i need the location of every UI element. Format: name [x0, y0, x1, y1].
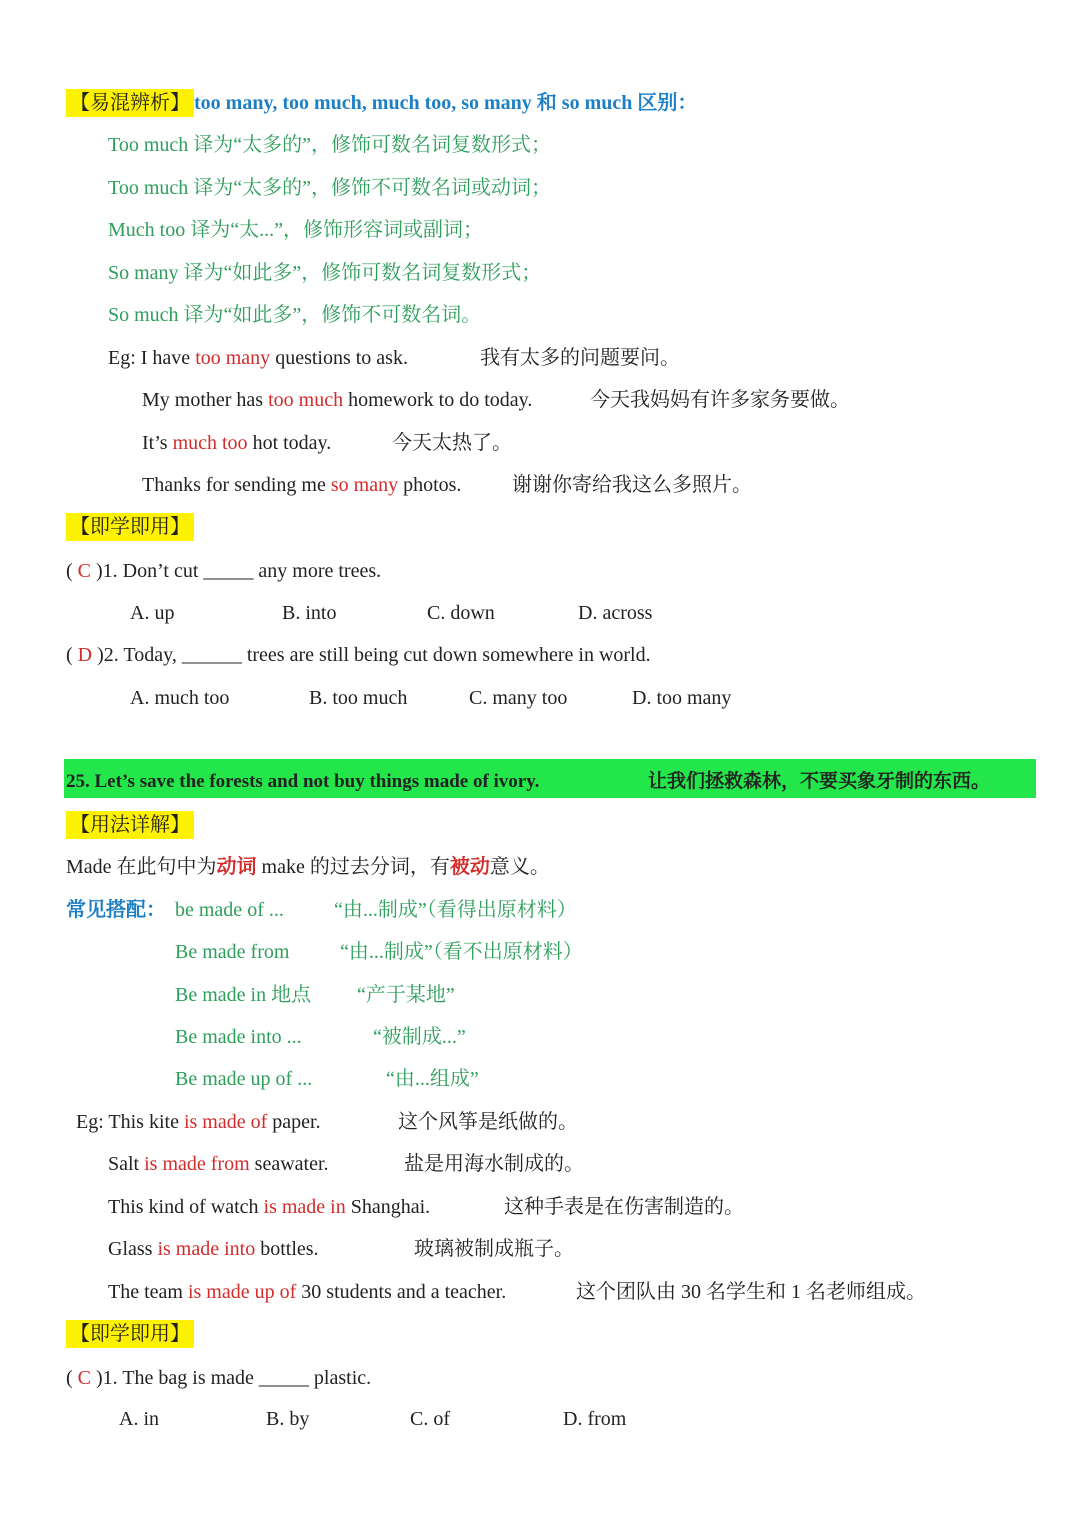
option-b: B. too much — [309, 687, 408, 709]
section2-heading-en: 25. Let’s save the forests and not buy things made of ivory. — [66, 771, 540, 792]
example-translation: 今天我妈妈有许多家务要做。 — [590, 389, 850, 411]
rule-line: Much too 译为“太...”，修饰形容词或副词； — [108, 219, 483, 241]
example-translation: 我有太多的问题要问。 — [480, 347, 680, 369]
rule-line: So much 译为“如此多”，修饰不可数名词。 — [108, 304, 482, 326]
option-c: C. many too — [469, 687, 568, 709]
section1-title: too many, too much, much too, so many 和 so much 区别： — [194, 92, 698, 114]
collocation-cn: “由...组成” — [386, 1068, 479, 1090]
answer-letter: C — [77, 1367, 92, 1389]
option-a: A. in — [119, 1408, 159, 1430]
option-d: D. across — [578, 602, 653, 624]
rule-line: So many 译为“如此多”，修饰可数名词复数形式； — [108, 262, 542, 284]
collocation-cn: “产于某地” — [357, 984, 455, 1006]
question: ( C )1. Don’t cut _____ any more trees. — [66, 560, 382, 582]
collocation-cn: “被制成...” — [373, 1026, 466, 1048]
collocation-en: Be made into ... — [175, 1026, 302, 1048]
collocation-en: Be made from — [175, 941, 290, 963]
example-translation: 盐是用海水制成的。 — [404, 1153, 584, 1175]
collocation-en: Be made up of ... — [175, 1068, 313, 1090]
collocation-en: Be made in 地点 — [175, 984, 312, 1006]
option-d: D. too many — [632, 687, 732, 709]
answer-letter: D — [77, 644, 93, 666]
section2-heading-cn: 让我们拯救森林，不要买象牙制的东西。 — [648, 771, 991, 792]
option-c: C. of — [410, 1408, 450, 1430]
option-b: B. by — [266, 1408, 310, 1430]
option-b: B. into — [282, 602, 337, 624]
example-sentence: Glass is made into bottles. — [108, 1238, 319, 1260]
usage-explanation: Made 在此句中为动词 make 的过去分词，有被动意义。 — [66, 856, 550, 878]
rule-line: Too much 译为“太多的”，修饰不可数名词或动词； — [108, 177, 552, 199]
example-translation: 今天太热了。 — [392, 432, 512, 454]
example-translation: 谢谢你寄给我这么多照片。 — [512, 474, 752, 496]
collocation-cn: “由...制成”（看不出原材料） — [340, 941, 583, 963]
rule-line: Too much 译为“太多的”，修饰可数名词复数形式； — [108, 134, 552, 156]
example-sentence: The team is made up of 30 students and a teacher. — [108, 1281, 507, 1303]
practice-tag: 【即学即用】 — [66, 1321, 194, 1347]
option-d: D. from — [563, 1408, 627, 1430]
collocation-label: 常见搭配： — [66, 899, 166, 921]
tag-confusion-analysis: 【易混辨析】 — [66, 89, 194, 117]
usage-tag: 【用法详解】 — [66, 812, 194, 838]
question: ( C )1. The bag is made _____ plastic. — [66, 1367, 372, 1389]
example-translation: 这个风筝是纸做的。 — [398, 1111, 578, 1133]
example-sentence: Salt is made from seawater. — [108, 1153, 329, 1175]
section1-header — [66, 90, 697, 116]
example-sentence: Eg: I have too many questions to ask. — [108, 347, 408, 369]
example-sentence: Eg: This kite is made of paper. — [76, 1111, 321, 1133]
answer-letter: C — [77, 560, 92, 582]
example-sentence: This kind of watch is made in Shanghai. — [108, 1196, 431, 1218]
option-c: C. down — [427, 602, 495, 624]
example-sentence: My mother has too much homework to do today. — [142, 389, 533, 411]
example-translation: 这个团队由 30 名学生和 1 名老师组成。 — [576, 1281, 926, 1303]
practice-tag: 【即学即用】 — [66, 514, 194, 540]
option-a: A. up — [130, 602, 175, 624]
example-sentence: It’s much too hot today. — [142, 432, 332, 454]
collocation-cn: “由...制成”（看得出原材料） — [334, 899, 577, 921]
example-sentence: Thanks for sending me so many photos. — [142, 474, 462, 496]
example-translation: 这种手表是在伤害制造的。 — [504, 1196, 744, 1218]
example-translation: 玻璃被制成瓶子。 — [414, 1238, 574, 1260]
question: ( D )2. Today, ______ trees are still being cut down somewhere in world. — [66, 644, 651, 666]
collocation-en: be made of ... — [175, 899, 284, 921]
option-a: A. much too — [130, 687, 230, 709]
